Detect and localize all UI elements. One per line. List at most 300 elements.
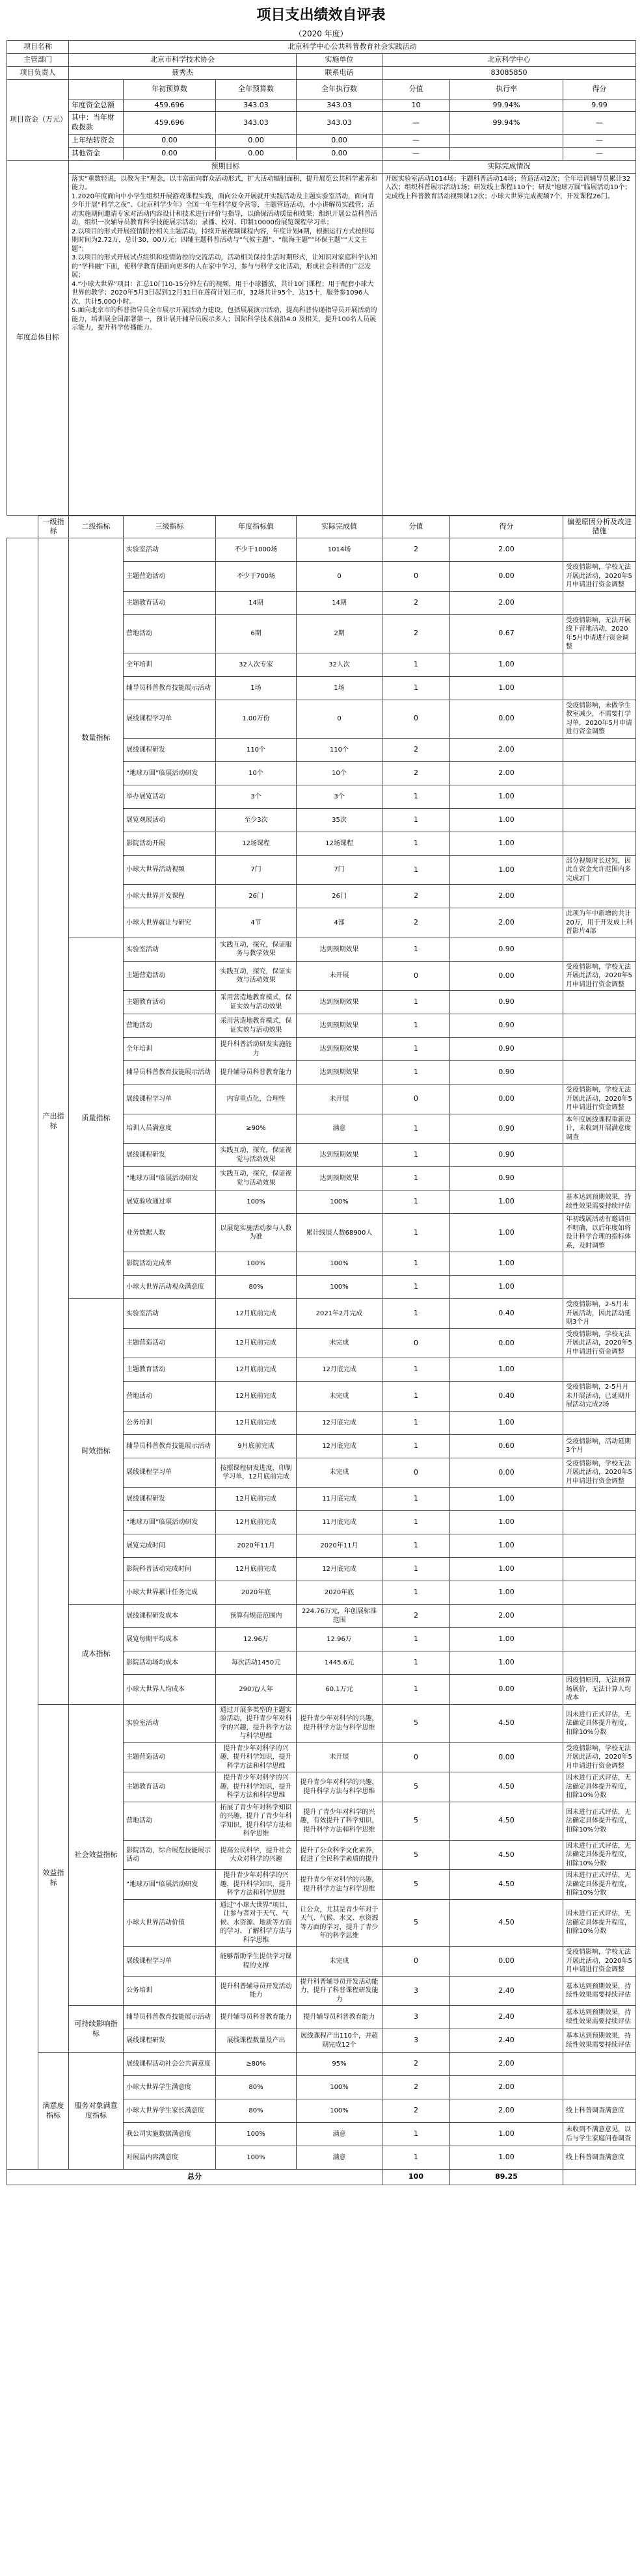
score: 4.50 (450, 1870, 563, 1900)
target-value: 实践互动，探究，保证视觉与活动效果 (216, 1144, 297, 1167)
weight: 2 (382, 614, 450, 653)
indicator-row (7, 1605, 636, 1628)
deviation-note: 受疫情影响，未做学生教室减少，不需要打学习单，2020年5月申请进行资金调整 (563, 700, 636, 738)
level3-indicator: 小球大世界活动视频 (124, 855, 216, 885)
target-value: 110个 (216, 738, 297, 761)
leader: 聂秀杰 (69, 66, 297, 79)
level3-indicator: 小球大世界就让与研究 (124, 908, 216, 938)
indicator-row (7, 2053, 636, 2076)
target-value: 4节 (216, 908, 297, 938)
actual-value: 100% (297, 1252, 382, 1276)
weight: 1 (382, 1061, 450, 1084)
target-value: 提升辅导员科普教育能力 (216, 2006, 297, 2029)
weight: 2 (382, 2076, 450, 2099)
score: 1.00 (450, 1534, 563, 1558)
weight: 1 (382, 808, 450, 832)
score: 1.00 (450, 1628, 563, 1651)
weight: 5 (382, 1802, 450, 1840)
target-value: 100% (216, 1252, 297, 1276)
target-value: 12月底前完成 (216, 1358, 297, 1382)
score: 2.00 (450, 1605, 563, 1628)
level2-indicator: 可持续影响指标 (69, 2006, 124, 2053)
deviation-note (563, 1276, 636, 1299)
level3-indicator: 辅导员科普教育技能展示活动 (124, 676, 216, 700)
level3-indicator: 展线课程学习单 (124, 1084, 216, 1114)
level3-indicator: 小球大世界学生满意度 (124, 2076, 216, 2099)
indicator-row (7, 538, 636, 562)
score: 2.40 (450, 2006, 563, 2029)
goals-actual-text: 开展实验室活动1014场；主题科普活动14场；营造活动2次；全年培训辅导员累计32人次；组织科普展示活动1场；研发线上课程110个；研发“地球万圆”临展活动10个；完成线上科普教育活动视频课12次；小球大世界完成视频7个，开发课程26门。 (382, 173, 636, 515)
target-value: 100% (216, 2146, 297, 2170)
target-value: 提升青少年对科学的兴趣，提升科学知识，提升科学方法和科学思维 (216, 1870, 297, 1900)
weight: 1 (382, 1511, 450, 1534)
target-value: 12.96万 (216, 1628, 297, 1651)
actual-value: 未开展 (297, 1742, 382, 1772)
actual-value: 提升青少年对科学的兴趣，提升科学方法与科学思维 (297, 1772, 382, 1802)
score: 4.50 (450, 1704, 563, 1742)
actual-value: 100% (297, 2076, 382, 2099)
target-value: 提升科普辅导员开发活动能力 (216, 1976, 297, 2006)
ind-head: 三级指标 (124, 516, 216, 538)
target-value: ≥80% (216, 2053, 297, 2076)
actual-value: 达到预期效果 (297, 1167, 382, 1190)
level2-indicator: 质量指标 (69, 938, 124, 1299)
target-value: 3个 (216, 785, 297, 808)
target-value: 不少于1000场 (216, 538, 297, 562)
score: 1.00 (450, 2123, 563, 2146)
deviation-note: 因未进行正式评估，无法确定具体提升程度，扣除10%分数 (563, 1772, 636, 1802)
deviation-note: 因疫情原因，无法预算场展价，无法计算人均成本 (563, 1675, 636, 1705)
weight: 2 (382, 908, 450, 938)
weight: 1 (382, 1252, 450, 1276)
level3-indicator: 小球大世界学生家长满意度 (124, 2099, 216, 2123)
actual-value: 1014场 (297, 538, 382, 562)
weight: 1 (382, 1358, 450, 1382)
page-title: 项目支出绩效自评表 (256, 7, 386, 23)
level3-indicator: 主题教育活动 (124, 991, 216, 1014)
actual-value: 达到预期效果 (297, 1144, 382, 1167)
level3-indicator: 实验室活动 (124, 1299, 216, 1329)
score: 0.00 (450, 1947, 563, 1977)
level3-indicator: 影院活动开展 (124, 832, 216, 855)
target-value: 1场 (216, 676, 297, 700)
actual-value: 2020年底 (297, 1581, 382, 1605)
weight: 0 (382, 1947, 450, 1977)
weight: 1 (382, 1581, 450, 1605)
weight: 1 (382, 2146, 450, 2170)
level3-indicator: 小球大世界活动价值 (124, 1899, 216, 1947)
target-value: 2020年底 (216, 1581, 297, 1605)
total-label: 总分 (7, 2170, 382, 2185)
target-value: 80% (216, 2076, 297, 2099)
target-value: 9月底前完成 (216, 1434, 297, 1458)
target-value: 32人次专家 (216, 653, 297, 676)
ind-head: 偏差原因分析及改进措施 (563, 516, 636, 538)
deviation-note: 因未进行正式评估，无法确定具体提升程度，扣除10%分数 (563, 1899, 636, 1947)
deviation-note: 基本达到预期效果，持续性效果需要持续评估 (563, 2029, 636, 2053)
deviation-note (563, 938, 636, 961)
phone: 83085850 (382, 66, 636, 79)
funds-col-head: 执行率 (450, 79, 563, 99)
target-value: 100% (216, 1190, 297, 1214)
target-value: 12月底前完成 (216, 1382, 297, 1412)
weight: 0 (382, 562, 450, 592)
actual-value: 未完成 (297, 1947, 382, 1977)
deviation-note (563, 808, 636, 832)
funds-row: 年度资金总额 459.696 343.03 343.03 10 99.94% 9.99 (7, 99, 636, 112)
deviation-note (563, 1252, 636, 1276)
ind-head: 二级指标 (69, 516, 124, 538)
score: 1.00 (450, 1358, 563, 1382)
deviation-note: 受疫情影响，学校无法开展此活动，2020年5月申请进行资金调整 (563, 1084, 636, 1114)
actual-value: 未开展 (297, 1084, 382, 1114)
weight: 1 (382, 1144, 450, 1167)
actual-value: 让公众，尤其是青少年对于天气、气候、水文、水资源等方面的学习，提升了青少年的科学思维 (297, 1899, 382, 1947)
total-score: 100 (382, 2170, 450, 2185)
target-value: 12月底前完成 (216, 1511, 297, 1534)
score: 2.00 (450, 885, 563, 908)
score: 4.50 (450, 1772, 563, 1802)
actual-value: 提升青少年对科学的兴趣，提升科学方法与科学思维 (297, 1870, 382, 1900)
project-name: 北京科学中心公共科普教育社会实践活动 (69, 41, 636, 54)
actual-value: 10个 (297, 761, 382, 785)
deviation-note: 因未进行正式评估，无法确定具体提升程度，扣除10%分数 (563, 1802, 636, 1840)
score: 0.60 (450, 1434, 563, 1458)
score: 1.00 (450, 1214, 563, 1252)
phone-label: 联系电话 (297, 66, 382, 79)
weight: 2 (382, 591, 450, 614)
deviation-note (563, 1167, 636, 1190)
target-value: 12月底前完成 (216, 1299, 297, 1329)
level3-indicator: 培训人员满意度 (124, 1114, 216, 1144)
actual-value: 提升科普辅导员开发活动能力，提升了科普课程研发能力 (297, 1976, 382, 2006)
deviation-note (563, 991, 636, 1014)
weight: 1 (382, 1675, 450, 1705)
indicator-row (7, 1704, 636, 1742)
weight: 1 (382, 1488, 450, 1511)
score: 0.90 (450, 938, 563, 961)
level3-indicator: 主题教育活动 (124, 591, 216, 614)
target-value: 12月底前完成 (216, 1328, 297, 1358)
target-value: 内容重点化，合理性 (216, 1084, 297, 1114)
level3-indicator: 主题教育活动 (124, 1358, 216, 1382)
actual-value: 1445.6元 (297, 1651, 382, 1675)
weight: 5 (382, 1840, 450, 1870)
score: 1.00 (450, 1411, 563, 1434)
deviation-note (563, 1605, 636, 1628)
deviation-note: 线上科普调查满意度 (563, 2099, 636, 2123)
goals-expected-head: 预期目标 (69, 160, 382, 173)
level3-indicator: 辅导员科普教育技能展示活动 (124, 1061, 216, 1084)
score: 0.00 (450, 1675, 563, 1705)
level3-indicator: 影院活动，综合展览技能展示活动 (124, 1840, 216, 1870)
actual-value: 110个 (297, 738, 382, 761)
level3-indicator: 展览验收通过率 (124, 1190, 216, 1214)
score: 0.00 (450, 562, 563, 592)
deviation-note: 受疫情影响，无法开展线下营地活动，2020年5月申请进行资金调整 (563, 614, 636, 653)
deviation-note (563, 1061, 636, 1084)
actual-value: 95% (297, 2053, 382, 2076)
score: 0.00 (450, 1458, 563, 1488)
indicator-row (7, 1299, 636, 1329)
deviation-note: 基本达到预期效果，持续性效果需要持续评估 (563, 1190, 636, 1214)
target-value: 提升青少年对科学的兴趣，提升科学知识，提升科学方法和科学思维 (216, 1772, 297, 1802)
score: 2.00 (450, 2053, 563, 2076)
target-value: 提高公民科学，提升社会大众对科学的兴趣 (216, 1840, 297, 1870)
score: 1.00 (450, 855, 563, 885)
level3-indicator: 展线课程活动社会公共满意度 (124, 2053, 216, 2076)
target-value: 采用营造地教育模式，保证实效与活动效果 (216, 1014, 297, 1038)
weight: 3 (382, 2006, 450, 2029)
target-value: 提升科普活动研发实施能力 (216, 1038, 297, 1061)
level3-indicator: 小球大世界活动观众满意度 (124, 1276, 216, 1299)
weight: 1 (382, 855, 450, 885)
target-value: 80% (216, 1276, 297, 1299)
funds-col-head: 得分 (563, 79, 636, 99)
level3-indicator: 展览观展活动 (124, 808, 216, 832)
level3-indicator: 展线课程研发 (124, 738, 216, 761)
weight: 1 (382, 991, 450, 1014)
weight: 1 (382, 785, 450, 808)
target-value: 12月底前完成 (216, 1411, 297, 1434)
level3-indicator: 业务数据人数 (124, 1214, 216, 1252)
actual-value: 60.1万元 (297, 1675, 382, 1705)
goals-label: 年度总体目标 (7, 160, 69, 515)
deviation-note (563, 1038, 636, 1061)
level1-indicator: 效益指标 (38, 1704, 69, 2053)
target-value: 至少3次 (216, 808, 297, 832)
level3-indicator: 小球大世界开发课程 (124, 885, 216, 908)
deviation-note (563, 885, 636, 908)
weight: 1 (382, 1190, 450, 1214)
score: 0.90 (450, 1114, 563, 1144)
header-table (7, 40, 636, 516)
weight: 1 (382, 1214, 450, 1252)
target-value: 能够帮助学生提供学习课程的支撑 (216, 1947, 297, 1977)
score: 2.00 (450, 2099, 563, 2123)
level2-indicator: 时效指标 (69, 1299, 124, 1605)
target-value: 2020年11月 (216, 1534, 297, 1558)
actual-value: 未完成 (297, 1328, 382, 1358)
actual-value: 未完成 (297, 1382, 382, 1412)
actual-value: 提升青少年对科学的兴趣，提升科学方法与科学思维 (297, 1704, 382, 1742)
score: 2.40 (450, 1976, 563, 2006)
weight: 1 (382, 1014, 450, 1038)
level3-indicator: 展线课程研发 (124, 1488, 216, 1511)
level3-indicator: 展线课程学习单 (124, 700, 216, 738)
level3-indicator: 营地活动 (124, 1802, 216, 1840)
weight: 2 (382, 885, 450, 908)
score: 2.00 (450, 738, 563, 761)
score: 0.90 (450, 1144, 563, 1167)
level3-indicator: 小球大世界累计任务完成 (124, 1581, 216, 1605)
level3-indicator: 营地活动 (124, 614, 216, 653)
target-value: 290元/人年 (216, 1675, 297, 1705)
score: 1.00 (450, 676, 563, 700)
deviation-note: 因未进行正式评估，无法确定具体提升程度，扣除10%分数 (563, 1870, 636, 1900)
level3-indicator: “地球万圆”临展活动研发 (124, 1511, 216, 1534)
deviation-note: 基本达到预期效果，持续性效果需要持续评估 (563, 2006, 636, 2029)
score: 1.00 (450, 785, 563, 808)
funds-row: 上年结转资金 0.00 0.00 0.00 — — (7, 135, 636, 148)
level3-indicator: 全年培训 (124, 653, 216, 676)
level3-indicator: 小球大世界人均成本 (124, 1675, 216, 1705)
score: 0.90 (450, 1167, 563, 1190)
score: 0.00 (450, 1742, 563, 1772)
score: 1.00 (450, 1276, 563, 1299)
score: 1.00 (450, 1581, 563, 1605)
deviation-note: 年初线展活动有邀请但不明确，以后年度如将设计科学合理的指标体系，及时调整 (563, 1214, 636, 1252)
weight: 1 (382, 938, 450, 961)
funds-col-head: 分值 (382, 79, 450, 99)
level3-indicator: 实验室活动 (124, 938, 216, 961)
year-note: （2020 年度） (294, 29, 348, 38)
target-value: 7门 (216, 855, 297, 885)
deviation-note (563, 591, 636, 614)
deviation-note (563, 832, 636, 855)
deviation-note: 此项为年中新增的共计20万，用于开发成上科普影片4部 (563, 908, 636, 938)
weight: 5 (382, 1870, 450, 1900)
score: 0.00 (450, 1328, 563, 1358)
target-value: 80% (216, 2099, 297, 2123)
level3-indicator: 展线课程学习单 (124, 1458, 216, 1488)
score: 0.90 (450, 1038, 563, 1061)
deviation-note: 本年度展线课程重新设计，未收到开展满意度调查 (563, 1114, 636, 1144)
actual-value: 26门 (297, 885, 382, 908)
level2-indicator: 社会效益指标 (69, 1704, 124, 2006)
deviation-note (563, 785, 636, 808)
actual-value: 12月底完成 (297, 1558, 382, 1581)
target-value: 100% (216, 2123, 297, 2146)
actual-value: 12.96万 (297, 1628, 382, 1651)
score: 1.00 (450, 808, 563, 832)
actual-value: 0 (297, 700, 382, 738)
weight: 1 (382, 1167, 450, 1190)
deviation-note: 受疫情影响，活动延期3个月 (563, 1434, 636, 1458)
deviation-note (563, 1534, 636, 1558)
weight: 3 (382, 2029, 450, 2053)
level3-indicator: “地球万圆”临展活动研发 (124, 761, 216, 785)
score: 1.00 (450, 653, 563, 676)
level3-indicator: 展览完成时间 (124, 1534, 216, 1558)
indicator-row (7, 938, 636, 961)
score: 4.50 (450, 1840, 563, 1870)
funds-row: 其中：当年财政拨款 459.696 343.03 343.03 — 99.94% — (7, 112, 636, 135)
score: 1.00 (450, 1558, 563, 1581)
target-value: ≥90% (216, 1114, 297, 1144)
level3-indicator: 展线课程学习单 (124, 1947, 216, 1977)
unit-label: 实施单位 (297, 53, 382, 66)
deviation-note (563, 2053, 636, 2076)
score: 2.00 (450, 908, 563, 938)
deviation-note: 受疫情影响，学校无法开展此活动，2020年5月申请进行资金调整 (563, 1458, 636, 1488)
deviation-note (563, 1511, 636, 1534)
deviation-note (563, 1144, 636, 1167)
weight: 1 (382, 1628, 450, 1651)
weight: 2 (382, 761, 450, 785)
actual-value: 展线课程产出110个，并超期完成12个 (297, 2029, 382, 2053)
funds-col-head: 全年执行数 (297, 79, 382, 99)
actual-value: 35次 (297, 808, 382, 832)
actual-value: 达到预期效果 (297, 1061, 382, 1084)
target-value: 通过“小球大世界”项目，让参与者对于天气、气候、水资源、地质等方面的学习、了解科学方法与科学思维 (216, 1899, 297, 1947)
weight: 2 (382, 1605, 450, 1628)
target-value: 展线课程数量及产出 (216, 2029, 297, 2053)
target-value: 14期 (216, 591, 297, 614)
deviation-note (563, 1014, 636, 1038)
target-value: 实践互动，探究，保证服务与教学效果 (216, 938, 297, 961)
deviation-note (563, 1488, 636, 1511)
level3-indicator: 公务培训 (124, 1976, 216, 2006)
actual-value: 100% (297, 1190, 382, 1214)
indicator-table (7, 516, 636, 2186)
actual-value: 3个 (297, 785, 382, 808)
deviation-note: 因未进行正式评估，无法确定具体提升程度，扣除10%分数 (563, 1840, 636, 1870)
weight: 1 (382, 653, 450, 676)
ind-head: 分值 (382, 516, 450, 538)
target-value: 按照课程研发进度，印制学习单，12月底前完成 (216, 1458, 297, 1488)
level3-indicator: 影院活动完成率 (124, 1252, 216, 1276)
deviation-note (563, 1628, 636, 1651)
weight: 0 (382, 1742, 450, 1772)
weight: 1 (382, 1534, 450, 1558)
actual-value: 未完成 (297, 1458, 382, 1488)
score: 1.00 (450, 1511, 563, 1534)
score: 0.00 (450, 700, 563, 738)
actual-value: 100% (297, 1276, 382, 1299)
weight: 5 (382, 1772, 450, 1802)
ind-head: 年度指标值 (216, 516, 297, 538)
deviation-note (563, 1558, 636, 1581)
actual-value: 1场 (297, 676, 382, 700)
ind-head: 实际完成值 (297, 516, 382, 538)
target-value: 采用营造地教育模式，保证实效与活动效果 (216, 991, 297, 1014)
actual-value: 达到预期效果 (297, 1038, 382, 1061)
actual-value: 提升了公众科学文化素养，促进了全民科学素质的提升 (297, 1840, 382, 1870)
actual-value: 2021年2月完成 (297, 1299, 382, 1329)
deviation-note: 线上科普调查满意度 (563, 2146, 636, 2170)
target-value: 实践互动，探究，保证视觉与活动效果 (216, 1167, 297, 1190)
level2-indicator: 成本指标 (69, 1605, 124, 1705)
score: 0.90 (450, 1014, 563, 1038)
deviation-note (563, 1358, 636, 1382)
weight: 1 (382, 1411, 450, 1434)
score: 0.00 (450, 961, 563, 991)
level3-indicator: 辅导员科普教育技能展示活动 (124, 1434, 216, 1458)
weight: 1 (382, 676, 450, 700)
weight: 5 (382, 1704, 450, 1742)
weight: 0 (382, 1458, 450, 1488)
score: 2.00 (450, 2076, 563, 2099)
actual-value: 0 (297, 562, 382, 592)
weight: 3 (382, 1976, 450, 2006)
actual-value: 提升辅导员科普教育能力 (297, 2006, 382, 2029)
target-value: 12月底前完成 (216, 1488, 297, 1511)
target-value: 6期 (216, 614, 297, 653)
level3-indicator: 对展品内容满意度 (124, 2146, 216, 2170)
actual-value: 12月底完成 (297, 1411, 382, 1434)
score: 1.00 (450, 1488, 563, 1511)
score: 1.00 (450, 832, 563, 855)
actual-value: 满意 (297, 2146, 382, 2170)
goals-actual-head: 实际完成情况 (382, 160, 636, 173)
weight: 1 (382, 1651, 450, 1675)
level3-indicator: 影院科普活动完成时间 (124, 1558, 216, 1581)
level3-indicator: 展览每期平均成本 (124, 1628, 216, 1651)
level1-indicator: 产出指标 (38, 538, 69, 1705)
ind-head: 得分 (450, 516, 563, 538)
score: 0.40 (450, 1299, 563, 1329)
